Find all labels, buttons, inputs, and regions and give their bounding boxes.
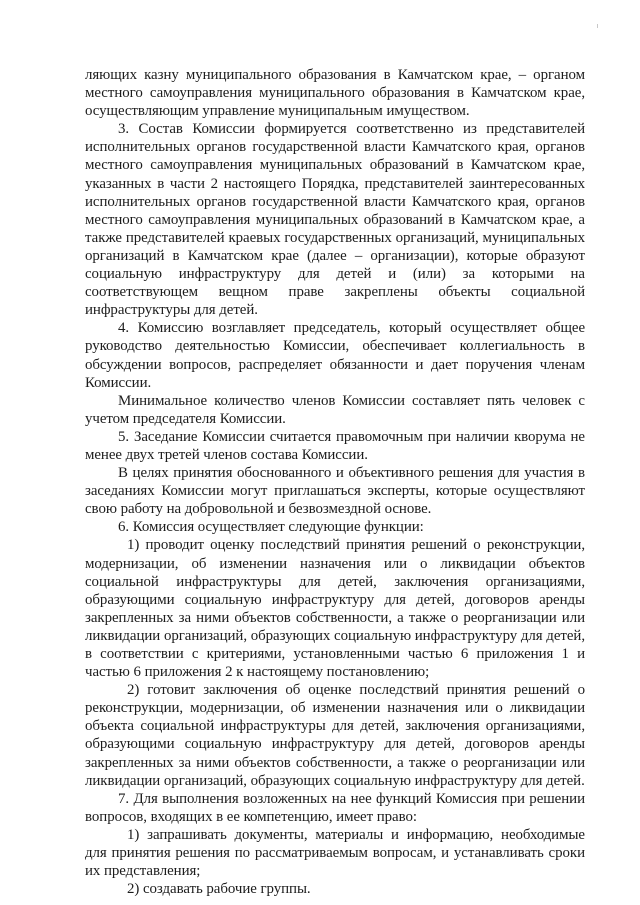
paragraph-item-6: 6. Комиссия осуществляет следующие функции: bbox=[118, 519, 424, 536]
paragraph-item-6-2: 2) готовит заключения об оценке последствий принятия решений о реконструкции, модернизации, об изменении назначения или о ликвидации объекта социальной инфраструктуры для детей, заключения организациями, образующими социальную инфраструктуру для детей, договоров аренды закрепленных за ними объектов собственности, а также о реорганизации или ликвидации организаций, образующих социальную инфраструктуру для детей. bbox=[85, 682, 585, 789]
paragraph-experts: В целях принятия обоснованного и объективного решения для участия в заседаниях Комиссии могут приглашаться эксперты, которые осуществляют свою работу на добровольной и безвозмездной основе. bbox=[85, 465, 585, 518]
paragraph-continuation: ляющих казну муниципального образования в Камчатском крае, – органом местного самоуправления муниципального образования в Камчатском крае, осуществляющим управление муниципальным имуществом. bbox=[85, 67, 585, 120]
scan-mark bbox=[597, 24, 598, 28]
paragraph-item-3: 3. Состав Комиссии формируется соответственно из представителей исполнительных органов государственной власти Камчатского края, органов местного самоуправления муниципальных образований в Камчатском крае, указанных в части 2 настоящего Порядка, представителей заинтересованных исполнительных органов государственной власти Камчатского края, органов местного самоуправления муниципальных образований в Камчатском крае, а также представителей краевых государственных организаций, муниципальных организаций в Камчатском крае (далее – организации), которые образуют социальную инфраструктуру для детей и (или) за которыми на соответствующем вещном праве закреплены объекты социальной инфраструктуры для детей. bbox=[85, 121, 585, 319]
paragraph-item-7-2: 2) создавать рабочие группы. bbox=[127, 881, 311, 898]
paragraph-item-7-1: 1) запрашивать документы, материалы и информацию, необходимые для принятия решения по рассматриваемым вопросам, и устанавливать сроки их представления; bbox=[85, 826, 585, 880]
paragraph-item-6-1: 1) проводит оценку последствий принятия решений о реконструкции, модернизации, об изменении назначения или о ликвидации объектов социальной инфраструктуры для детей, заключения организациями, образующими социальную инфраструктуру для детей, договоров аренды закрепленных за ними объектов собственности, а также о реорганизации или ликвидации организаций, образующих социальную инфраструктуру для детей, в соответствии с критериями, установленными частью 6 приложения 1 и частью 6 приложения 2 к настоящему постановлению; bbox=[85, 537, 585, 681]
paragraph-item-4: 4. Комиссию возглавляет председатель, который осуществляет общее руководство деятельностью Комиссии, обеспечивает коллегиальность в обсуждении вопросов, распределяет обязанности и дает поручения членам Комиссии. bbox=[85, 320, 585, 391]
paragraph-min-members: Минимальное количество членов Комиссии составляет пять человек с учетом председателя Комиссии. bbox=[85, 392, 585, 427]
paragraph-item-7: 7. Для выполнения возложенных на нее функций Комиссия при решении вопросов, входящих в ее компетенцию, имеет право: bbox=[85, 790, 585, 825]
paragraph-item-5: 5. Заседание Комиссии считается правомочным при наличии кворума не менее двух третей членов состава Комиссии. bbox=[85, 428, 585, 463]
